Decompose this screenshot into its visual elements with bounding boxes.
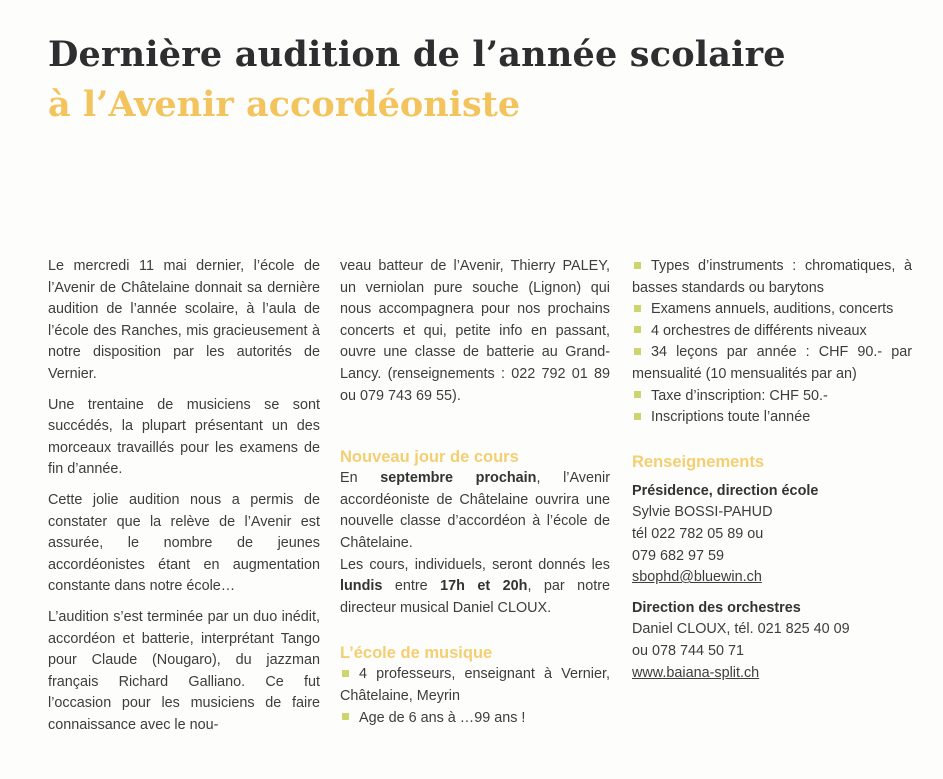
contact-phone: tél 022 782 05 89 ou <box>632 525 764 542</box>
list-item-text: 4 professeurs, enseignant à Vernier, Châtelaine, Meyrin <box>340 666 610 704</box>
list-item <box>632 407 912 429</box>
list-item <box>632 321 912 343</box>
text: Les cours, individuels, seront donnés les <box>340 556 610 573</box>
text: , l’Avenir accordéoniste de Châtelaine ouvrira une nouvelle classe d’accordéon à l’école de Châtelaine. <box>340 470 610 551</box>
bold-text: septembre prochain <box>380 470 537 487</box>
contact-label: Direction des orchestres <box>632 599 801 616</box>
website-link[interactable]: www.baiana-split.ch <box>632 664 760 681</box>
bold-text: 17h et 20h <box>440 578 528 595</box>
contact-phone: 079 682 97 59 <box>632 547 725 564</box>
section-heading-renseignements: Renseignements <box>632 452 765 471</box>
bullet-square-icon <box>634 262 641 269</box>
article-title: Dernière audition de l’année scolaire <box>48 34 786 75</box>
list-item-text: Examens annuels, auditions, concerts <box>651 301 894 318</box>
contact-label: Présidence, direction école <box>632 482 819 499</box>
bullet-square-icon <box>634 413 641 420</box>
list-item <box>340 664 610 707</box>
paragraph: Cette jolie audition nous a permis de constater que la relève de l’Avenir est assurée, le nombre de jeunes accordéonistes étant en augmentation constante dans notre école… <box>48 491 320 595</box>
contact-phone: Daniel CLOUX, tél. 021 825 40 09 <box>632 621 850 638</box>
list-item-text: Taxe d’inscription: CHF 50.- <box>651 387 828 404</box>
list-item <box>632 256 912 299</box>
bullet-square-icon <box>634 326 641 333</box>
paragraph <box>340 555 610 620</box>
paragraph: Une trentaine de musiciens se sont succédés, la plupart présentant un des morceaux travaillés pour les examens de fin d’année. <box>48 396 320 478</box>
list-item <box>632 299 912 321</box>
paragraph: Le mercredi 11 mai dernier, l’école de l’Avenir de Châtelaine donnait sa dernière audition de l’année scolaire, à l’aula de l’école des Ranches, mis gracieusement à notre disposition par les autorités de Vernier. <box>48 258 320 382</box>
bullet-square-icon <box>634 391 641 398</box>
article-subtitle: à l’Avenir accordéoniste <box>48 84 521 125</box>
bullet-square-icon <box>634 305 641 312</box>
bullet-square-icon <box>342 670 349 677</box>
paragraph: veau batteur de l’Avenir, Thierry PALEY, un verniolan pure souche (Lignon) qui nous accompagnera pour nos prochains concerts et qui, petite info en passant, ouvre une classe de batterie au Grand-Lancy. (renseignements : 022 792 01 89 ou 079 743 69 55). <box>340 258 610 404</box>
column-1 <box>48 256 320 745</box>
contact-phone: ou 078 744 50 71 <box>632 642 745 659</box>
bold-text: lundis <box>340 578 383 595</box>
column-3 <box>632 256 912 684</box>
paragraph <box>340 468 610 554</box>
section-heading-ecole-musique: L’école de musique <box>340 644 493 663</box>
paragraph: L’audition s’est terminée par un duo inédit, accordéon et batterie, interprétant Tango pour Claude (Nougaro), du jazzman français Richard Galliano. Ce fut l’occasion pour les musiciens de faire connaissance avec le nou- <box>48 608 320 733</box>
bullet-square-icon <box>634 348 641 355</box>
list-item-text: Types d’instruments : chromatiques, à basses standards ou barytons <box>632 258 912 296</box>
list-item <box>340 708 610 730</box>
list-item-text: Age de 6 ans à …99 ans ! <box>359 709 526 726</box>
contact-name: Sylvie BOSSI-PAHUD <box>632 504 773 521</box>
text: entre <box>382 578 441 595</box>
list-item <box>632 342 912 385</box>
list-item <box>632 386 912 408</box>
list-item-text: Inscriptions toute l’année <box>651 409 811 426</box>
section-heading-nouveau-jour: Nouveau jour de cours <box>340 448 519 467</box>
text: , par notre directeur musical Daniel CLOUX. <box>340 578 610 616</box>
list-item-text: 4 orchestres de différents niveaux <box>651 322 867 339</box>
bullet-square-icon <box>342 713 349 720</box>
email-link[interactable]: sbophd@bluewin.ch <box>632 569 762 586</box>
list-item-text: 34 leçons par année : CHF 90.- par mensualité (10 mensualités par an) <box>632 344 912 382</box>
column-2 <box>340 256 610 729</box>
text: En <box>340 470 381 487</box>
